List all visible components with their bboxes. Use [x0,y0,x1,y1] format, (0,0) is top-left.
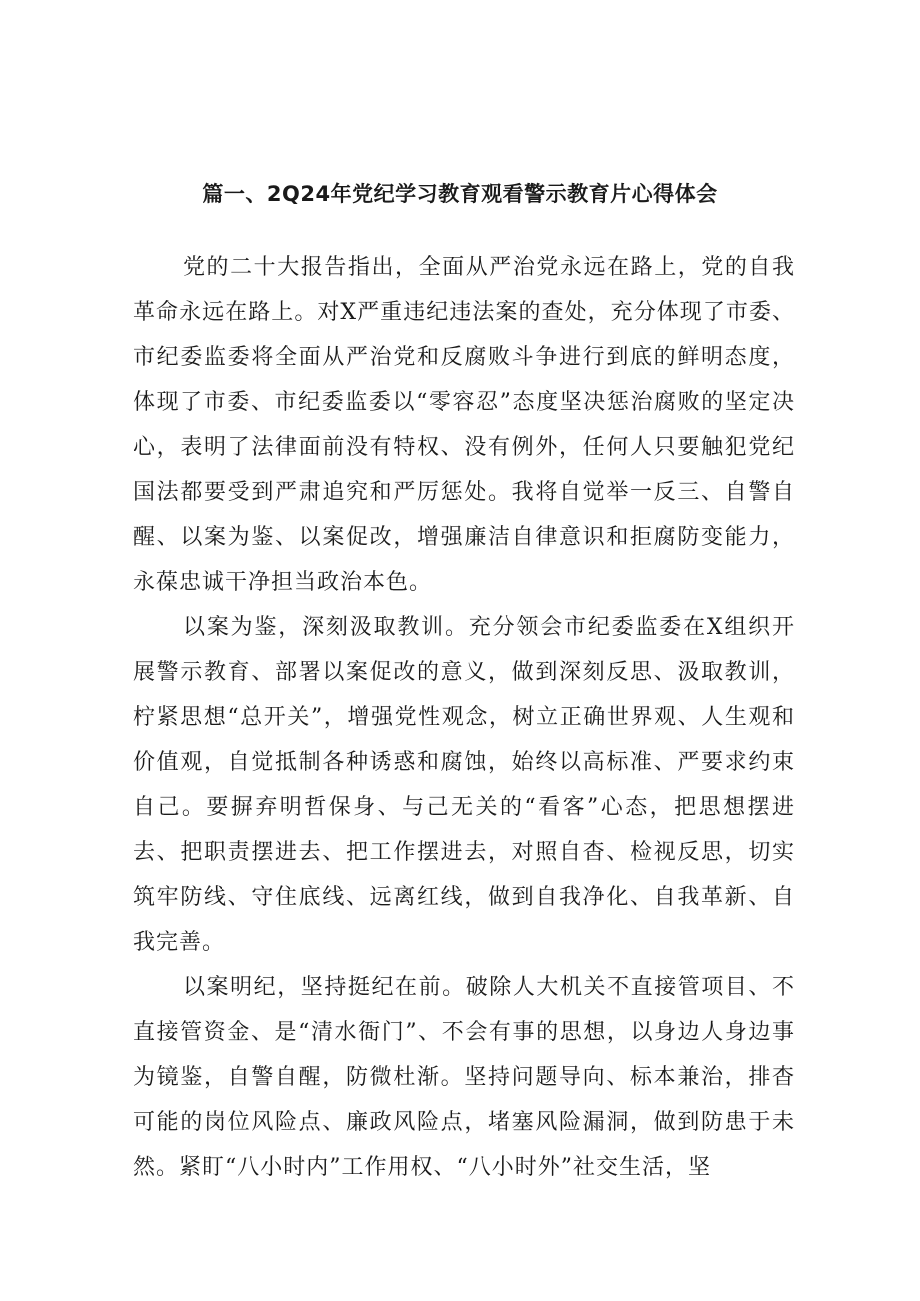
document-body [133,245,795,1190]
paragraph: 以案为鉴，深刻汲取教训。充分领会市纪委监委在X组织开展警示教育、部署以案促改的意义，做到深刻反思、汲取教训，柠紧思想“总开关”，增强党性观念，树立正确世界观、人生观和价值观，自觉抵制各种诱惑和腐蚀，始终以高标准、严要求约束自己。要摒弃明哲保身、与己无关的“看客”心态，把思想摆进去、把职责摆进去、把工作摆进去，对照自杳、检视反思，切实筑牢防线、守住底线、远离红线，做到自我净化、自我革新、自我完善。 [133,615,795,955]
paragraph: 党的二十大报告指出，全面从严治党永远在路上，党的自我革命永远在路上。对X严重违纪违法案的查处，充分体现了市委、市纪委监委将全面从严治党和反腐败斗争进行到底的鲜明态度，体现了市委、市纪委监委以“零容忍”态度坚决惩治腐败的坚定决心，表明了法律面前没有特权、没有例外，任何人只要触犯党纪国法都要受到严肃追究和严厉惩处。我将自觉举一反三、自警自醒、以案为鉴、以案促改，增强廉洁自律意识和拒腐防变能力，永葆忠诚干净担当政治本色。 [133,255,795,595]
document-title: 篇一、2Q24年党纪学习教育观看警示教育片心得体会 [202,182,718,206]
paragraph: 以案明纪，坚持挺纪在前。破除人大机关不直接管项目、不直接管资金、是“清水衙门”、不会有事的思想，以身边人身边事为镜鉴，自警自醒，防微杜渐。坚持问题导向、标本兼治，排杳可能的岗位风险点、廉政风险点，堵塞风险漏洞，做到防患于未然。紧盯“八小时内”工作用权、“八小时外”社交生活，坚 [133,975,795,1180]
